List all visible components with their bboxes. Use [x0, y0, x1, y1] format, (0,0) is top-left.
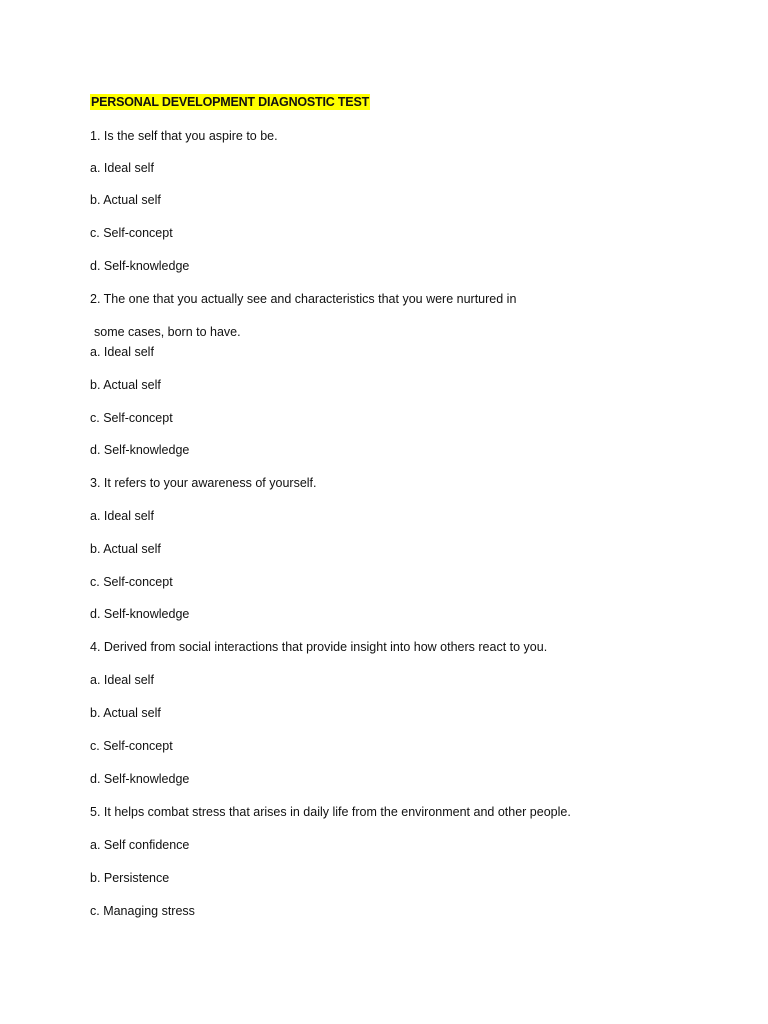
question-1-text: 1. Is the self that you aspire to be.	[90, 129, 278, 143]
question-2-option-c: c. Self-concept	[90, 411, 173, 425]
question-5-text: 5. It helps combat stress that arises in daily life from the environment and other people.	[90, 805, 571, 819]
question-4-option-b: b. Actual self	[90, 706, 161, 720]
question-1-option-b: b. Actual self	[90, 193, 161, 207]
document-title: PERSONAL DEVELOPMENT DIAGNOSTIC TEST	[91, 95, 370, 109]
question-2-option-d: d. Self-knowledge	[90, 443, 190, 457]
question-4-option-a: a. Ideal self	[90, 673, 154, 687]
question-2-text-continued: some cases, born to have.	[94, 325, 241, 339]
question-4-option-d: d. Self-knowledge	[90, 772, 190, 786]
question-2-option-a: a. Ideal self	[90, 345, 154, 359]
question-1-option-c: c. Self-concept	[90, 226, 173, 240]
question-3-option-a: a. Ideal self	[90, 509, 154, 523]
question-4-option-c: c. Self-concept	[90, 739, 173, 753]
question-4-text: 4. Derived from social interactions that provide insight into how others react to you.	[90, 640, 548, 654]
question-1-option-d: d. Self-knowledge	[90, 259, 190, 273]
question-3-option-d: d. Self-knowledge	[90, 607, 190, 621]
question-3-option-b: b. Actual self	[90, 542, 161, 556]
question-3-text: 3. It refers to your awareness of yourself.	[90, 476, 317, 490]
question-3-option-c: c. Self-concept	[90, 575, 173, 589]
question-5-option-b: b. Persistence	[90, 871, 170, 885]
question-1-option-a: a. Ideal self	[90, 161, 154, 175]
question-5-option-c: c. Managing stress	[90, 904, 195, 918]
question-2-option-b: b. Actual self	[90, 378, 161, 392]
question-5-option-a: a. Self confidence	[90, 838, 190, 852]
question-2-text: 2. The one that you actually see and characteristics that you were nurtured in	[90, 292, 517, 306]
